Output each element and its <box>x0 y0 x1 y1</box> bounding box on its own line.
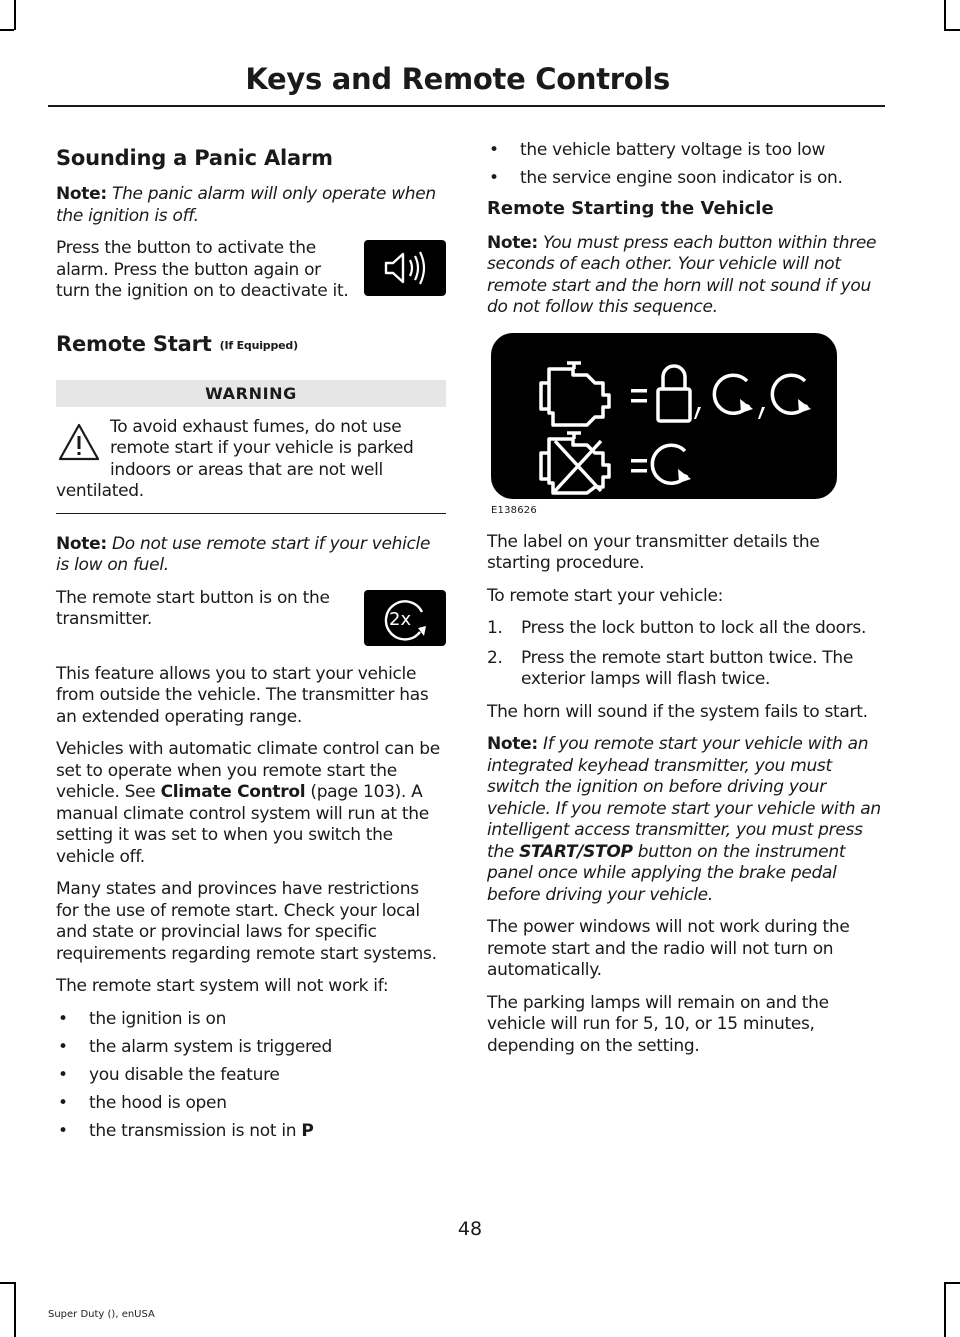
link-climate-control[interactable]: Climate Control <box>160 782 306 802</box>
start-stop-label: START/STOP <box>519 841 633 862</box>
list-item: • the service engine soon indicator is on. <box>487 168 881 190</box>
remote-start-button-text: The remote start button is on the transmitter. <box>56 587 330 629</box>
left-column <box>56 140 446 1150</box>
step-text: Press the remote start button twice. The exterior lamps will flash twice. <box>521 647 854 689</box>
note-text: button on the instrument panel once while applying the brake pedal before driving your vehicle. <box>487 841 846 905</box>
note-sequence <box>487 233 881 319</box>
list-item: • the hood is open <box>56 1093 446 1115</box>
header-divider <box>48 105 885 107</box>
crop-mark <box>944 1282 960 1284</box>
step-number: 2. <box>487 647 503 668</box>
icon-label: 2x <box>389 608 412 630</box>
text: the transmission is not in <box>89 1120 297 1141</box>
remote-start-icon <box>652 445 691 483</box>
crop-mark <box>944 29 960 31</box>
text: (page 103). A manual climate control system will run at the setting it was set to when you switch the vehicle off. <box>56 782 429 867</box>
page-number: 48 <box>457 1218 483 1240</box>
list-item: • the alarm system is triggered <box>56 1037 446 1059</box>
crop-mark <box>944 0 946 30</box>
conditions-list-continued <box>487 140 881 190</box>
gear-p: P <box>301 1120 314 1141</box>
warning-banner: WARNING <box>56 380 446 407</box>
heading-text: Remote Start <box>56 331 212 356</box>
note-text: You must press each button within three seconds of each other. Your vehicle will not remote start and the horn will not sound if you do not follow this sequence. <box>487 232 877 317</box>
crop-mark <box>944 1282 946 1337</box>
heading-suffix: (If Equipped) <box>219 338 298 352</box>
engine-crossed-icon <box>541 433 609 493</box>
paragraph: This feature allows you to start your vehicle from outside the vehicle. The transmitter has an extended operating range. <box>56 663 429 727</box>
figure-panel <box>491 333 837 499</box>
section-heading-remote-start <box>56 332 446 356</box>
step-item <box>487 618 881 640</box>
step-text: Press the lock button to lock all the doors. <box>521 618 867 638</box>
paragraph: The remote start system will not work if: <box>56 976 389 996</box>
comma-icon <box>758 407 765 419</box>
steps-list <box>487 618 881 691</box>
crop-mark <box>14 1282 16 1337</box>
step-item <box>487 648 881 691</box>
paragraph: To remote start your vehicle: <box>487 585 724 606</box>
note-text: The panic alarm will only operate when the ignition is off. <box>56 184 436 226</box>
equals-icon <box>631 389 647 403</box>
equals-icon <box>631 459 647 473</box>
page-title: Keys and Remote Controls <box>245 62 670 96</box>
note-panic <box>56 184 446 227</box>
figure-code: E138626 <box>491 504 537 516</box>
paragraph <box>56 739 446 868</box>
note-label: Note: <box>487 734 538 754</box>
remote-start-icon <box>714 375 753 413</box>
list-item: • the ignition is on <box>56 1009 446 1031</box>
warning-triangle-icon <box>56 419 102 465</box>
crop-mark <box>0 29 14 31</box>
right-column <box>487 140 881 1068</box>
remote-start-2x-icon <box>364 590 446 646</box>
comma-icon <box>694 407 701 419</box>
transmitter-label-figure <box>491 333 841 516</box>
remote-start-icon <box>772 375 811 413</box>
warning-block <box>56 417 446 514</box>
note-label: Note: <box>56 533 107 554</box>
paragraph: The power windows will not work during the remote start and the radio will not turn on automatically. <box>487 917 850 980</box>
list-item <box>56 1121 446 1143</box>
lock-icon <box>658 366 690 421</box>
note-label: Note: <box>56 184 107 204</box>
note-fuel <box>56 534 446 577</box>
crop-mark <box>0 1282 14 1284</box>
paragraph: The parking lamps will remain on and the vehicle will run for 5, 10, or 15 minutes, depending on the setting. <box>487 992 829 1056</box>
list-item: • you disable the feature <box>56 1065 446 1087</box>
warning-text: To avoid exhaust fumes, do not use remote start if your vehicle is parked indoors or areas that are not well ventilated. <box>56 416 414 501</box>
footer-text: Super Duty (), enUSA <box>48 1309 155 1320</box>
note-transmitter <box>487 734 881 906</box>
horn-icon <box>364 240 446 296</box>
list-item: • the vehicle battery voltage is too low <box>487 140 881 162</box>
step-number: 1. <box>487 618 503 638</box>
section-heading-remote-starting: Remote Starting the Vehicle <box>487 197 774 219</box>
text: Vehicles with automatic climate control can be set to operate when you remote start the vehicle. See <box>56 739 440 802</box>
note-text: Do not use remote start if your vehicle is low on fuel. <box>56 533 431 575</box>
note-label: Note: <box>487 232 538 253</box>
paragraph: The label on your transmitter details the starting procedure. <box>487 531 820 573</box>
paragraph: The horn will sound if the system fails to start. <box>487 701 868 722</box>
engine-icon <box>541 363 609 425</box>
panic-instructions: Press the button to activate the alarm. Press the button again or turn the ignition on to deactivate it. <box>56 238 349 301</box>
paragraph: Many states and provinces have restrictions for the use of remote start. Check your local and state or provincial laws for specific requirements regarding remote start systems. <box>56 879 437 964</box>
section-heading-panic: Sounding a Panic Alarm <box>56 146 333 170</box>
conditions-list <box>56 1009 446 1143</box>
crop-mark <box>14 0 16 30</box>
note-text: If you remote start your vehicle with an integrated keyhead transmitter, you must switch the ignition on before driving your vehicle. If you remote start your vehicle with an intelligent access transmitter, you must press the <box>487 734 881 862</box>
